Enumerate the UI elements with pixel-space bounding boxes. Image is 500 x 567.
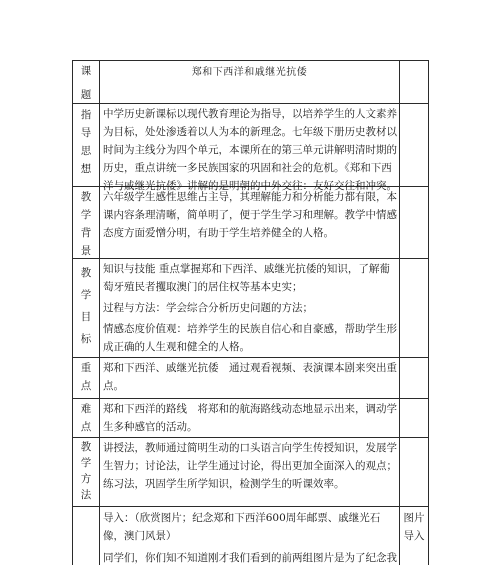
intro-text: 导入：（欣赏图片；纪念郑和下西洋600周年邮票、戚继光石像，澳门风景） 同学们，你们知不知道刚才我们看到的前两组图片是为了纪念我 — [103, 512, 397, 564]
row-divider — [72, 398, 428, 399]
row-divider — [72, 103, 428, 104]
row-divider — [72, 437, 428, 438]
row-label-objectives: 教 学 目 标 — [80, 267, 92, 345]
lesson-title: 郑和下西洋和戚继光抗倭 — [191, 67, 308, 78]
column-divider — [99, 60, 100, 565]
background-text: 六年级学生感性思维占主导，其理解能力和分析能力都有限，本课内容条理清晰，简单明了，便于学生学习和理解。教学中情感态度方面爱憎分明，有助于学生培养健全的人格。 — [103, 191, 397, 239]
row-label-methods: 教 学 方 法 — [80, 441, 92, 501]
table-border-right — [428, 60, 429, 565]
key-points-text: 郑和下西洋、戚继光抗倭 通过观看视频、表演课本剧来突出重点。 — [103, 362, 397, 392]
row-divider — [72, 357, 428, 358]
guiding-idea-text: 中学历史新课标以现代教育理论为指导，以培养学生的人文素养为目标，处处渗透着以人为本的新理念。七年级下册历史教材以时间为主线分为四个单元，本课所在的第三单元讲解明清时期的历史，重点讲统一多民族国家的巩固和社会的危机。《郑和下西洋与戚继光抗倭》讲解的是明朝的中外交往：友好交往和冲突。 — [103, 108, 397, 192]
intro-side-note: 图片 导入 — [403, 512, 425, 542]
objectives-text: 知识与技能 重点掌握郑和下西洋、戚继光抗倭的知识，了解葡萄牙殖民者攫取澳门的居住权等基本史实； 过程与方法：学会综合分析历史问题的方法； 情感态度价值观：培养学生的民族自信心和自豪感，帮助学生形成正确的人生观和健全的人格。 — [103, 263, 397, 353]
row-label-difficulties: 难 点 — [80, 403, 92, 433]
table-border-top — [72, 60, 428, 61]
row-label-background: 教 学 背 景 — [80, 191, 92, 257]
row-divider — [72, 506, 428, 507]
methods-text: 讲授法，教师通过简明生动的口头语言向学生传授知识，发展学生智力；讨论法，让学生通过讨论，得出更加全面深入的观点；练习法，巩固学生所学知识，检测学生的听课效率。 — [103, 442, 397, 490]
column-divider — [399, 60, 400, 565]
row-label-key-points: 重 点 — [80, 362, 92, 392]
row-label-guiding-idea: 指 导 思 想 — [80, 109, 92, 175]
difficulties-text: 郑和下西洋的路线 将郑和的航海路线动态地显示出来，调动学生多种感官的活动。 — [103, 403, 397, 433]
row-divider — [72, 258, 428, 259]
row-label-topic: 课 题 — [80, 65, 92, 101]
